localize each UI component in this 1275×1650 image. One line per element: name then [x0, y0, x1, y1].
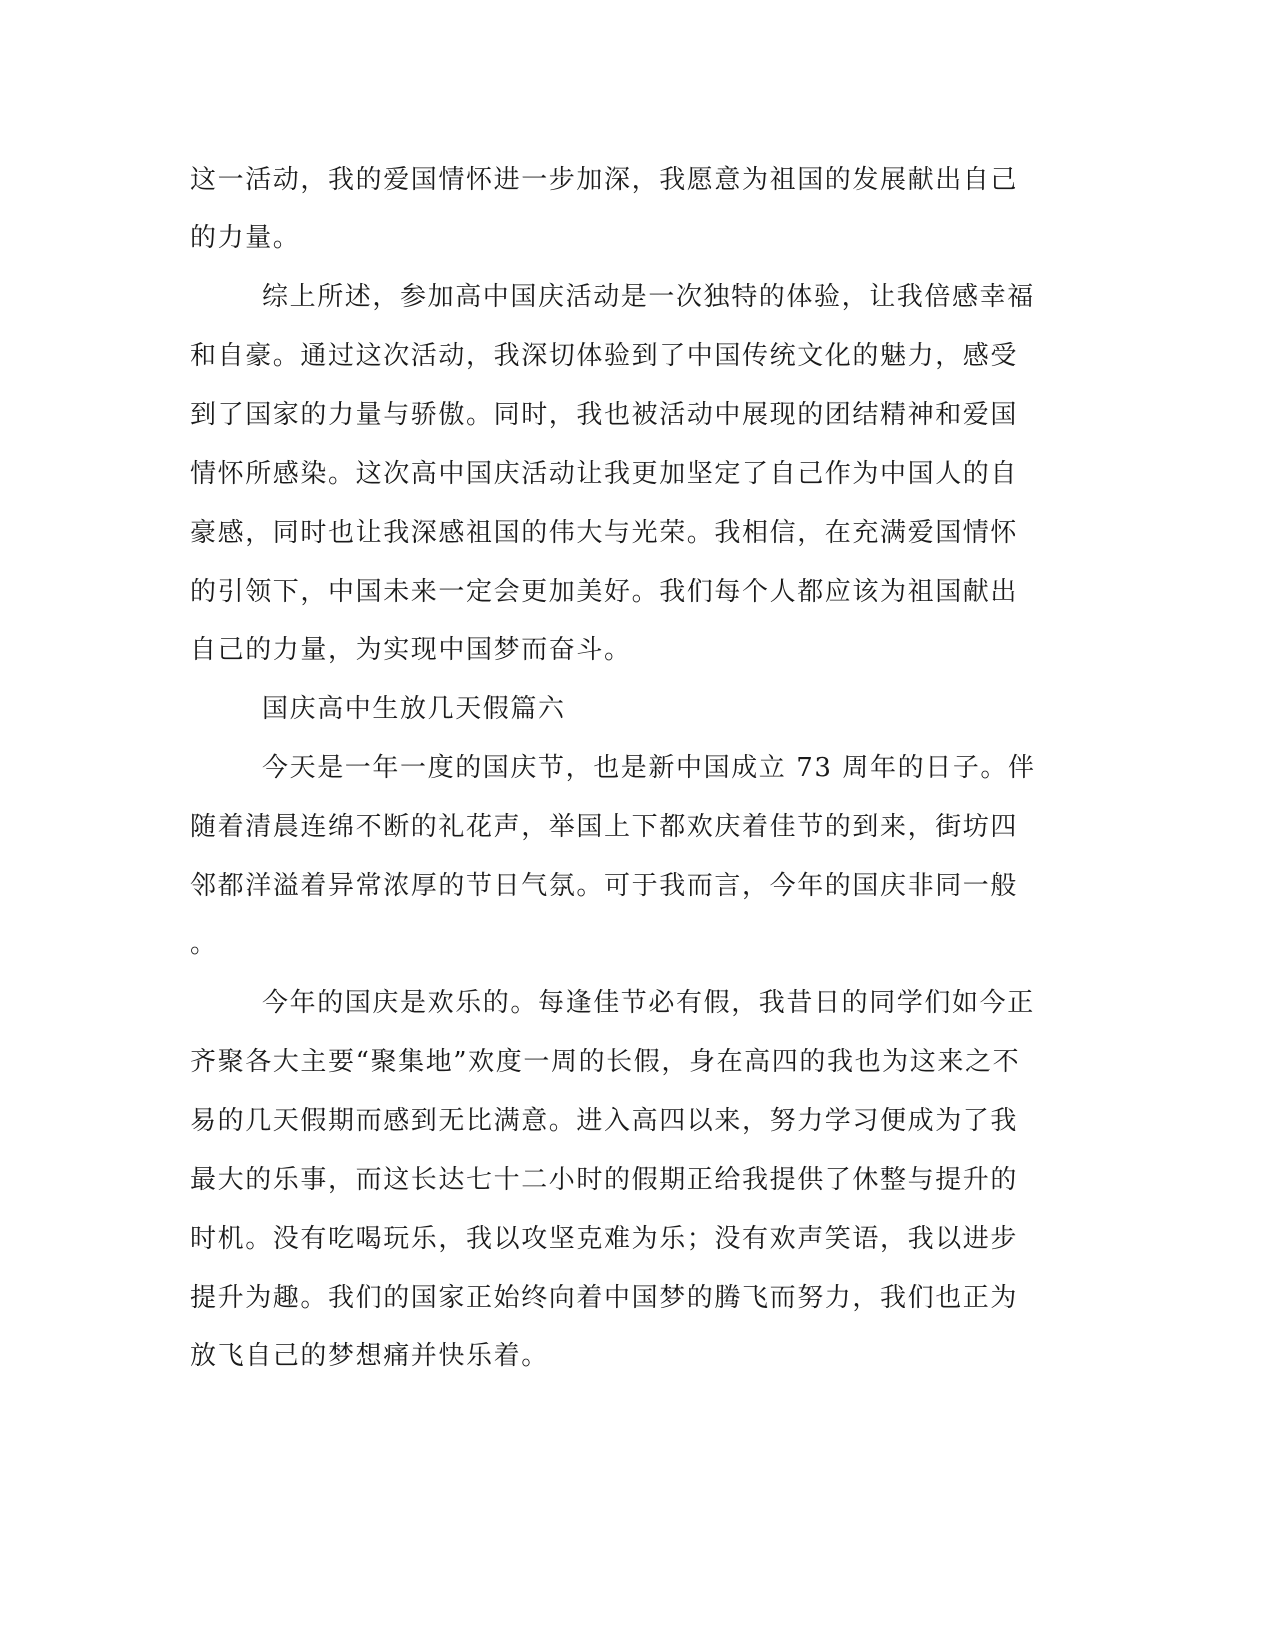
text-line: 豪感，同时也让我深感祖国的伟大与光荣。我相信，在充满爱国情怀: [190, 518, 1019, 548]
text-line: 这一活动，我的爱国情怀进一步加深，我愿意为祖国的发展献出自己: [190, 165, 1019, 195]
text-line: 自己的力量，为实现中国梦而奋斗。: [190, 635, 632, 665]
text-line: 的引领下，中国未来一定会更加美好。我们每个人都应该为祖国献出: [190, 577, 1019, 607]
paragraph-start: 今天是一年一度的国庆节，也是新中国成立 73 周年的日子。伴: [262, 753, 1036, 783]
text-line: 的力量。: [190, 223, 301, 253]
text-line: 和自豪。通过这次活动，我深切体验到了中国传统文化的魅力，感受: [190, 341, 1019, 371]
paragraph-start: 综上所述，参加高中国庆活动是一次独特的体验，让我倍感幸福: [262, 282, 1035, 312]
paragraph-start: 今年的国庆是欢乐的。每逢佳节必有假，我昔日的同学们如今正: [262, 988, 1035, 1018]
text-line: 最大的乐事，而这长达七十二小时的假期正给我提供了休整与提升的: [190, 1165, 1019, 1195]
text-line: 情怀所感染。这次高中国庆活动让我更加坚定了自己作为中国人的自: [190, 459, 1019, 489]
text-line: 时机。没有吃喝玩乐，我以攻坚克难为乐；没有欢声笑语，我以进步: [190, 1224, 1019, 1254]
text-line: 易的几天假期而感到无比满意。进入高四以来，努力学习便成为了我: [190, 1106, 1019, 1136]
section-heading: 国庆高中生放几天假篇六: [262, 694, 566, 724]
text-line: 齐聚各大主要“聚集地”欢度一周的长假，身在高四的我也为这来之不: [190, 1047, 1021, 1077]
text-line: 到了国家的力量与骄傲。同时，我也被活动中展现的团结精神和爱国: [190, 400, 1019, 430]
text-line: 随着清晨连绵不断的礼花声，举国上下都欢庆着佳节的到来，街坊四: [190, 812, 1019, 842]
text-line: 提升为趣。我们的国家正始终向着中国梦的腾飞而努力，我们也正为: [190, 1283, 1019, 1313]
text-line: 邻都洋溢着异常浓厚的节日气氛。可于我而言，今年的国庆非同一般: [190, 871, 1019, 901]
text-line: 放飞自己的梦想痛并快乐着。: [190, 1341, 549, 1371]
text-line: 。: [190, 929, 218, 959]
